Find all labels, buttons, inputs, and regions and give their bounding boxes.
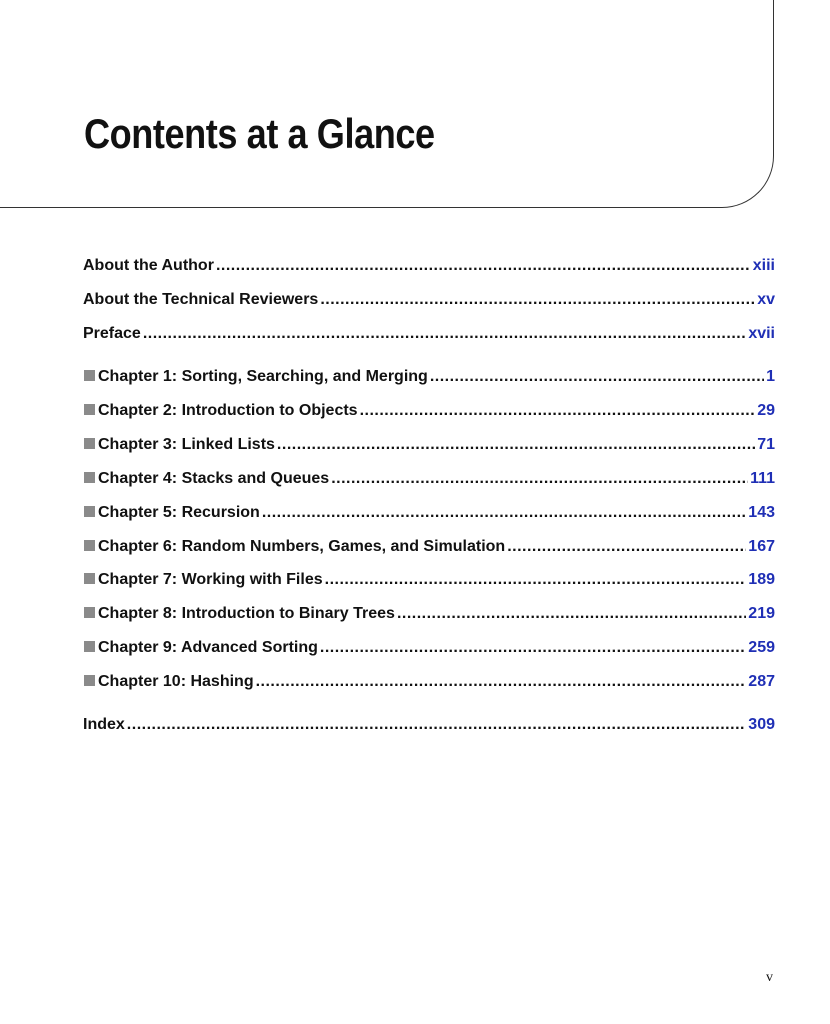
toc-entry-label: Chapter 3: Linked Lists [98, 436, 275, 453]
toc-entry-page[interactable]: 143 [748, 504, 775, 521]
toc-entry-label: Chapter 5: Recursion [98, 504, 260, 521]
dot-leader [507, 536, 746, 558]
toc-entry-chapter-7[interactable] [83, 569, 775, 591]
dot-leader [256, 671, 747, 693]
toc-entry-chapter-3[interactable] [83, 434, 775, 456]
toc-entry-label: Chapter 9: Advanced Sorting [98, 639, 318, 656]
toc-entry-label: About the Technical Reviewers [83, 291, 319, 308]
toc-entry-page[interactable]: 259 [748, 639, 775, 656]
chapter-marker-icon [84, 675, 95, 686]
toc-entry-page[interactable]: xvii [748, 325, 775, 342]
toc-entry-label: Chapter 4: Stacks and Queues [98, 470, 330, 487]
chapter-marker-icon [84, 573, 95, 584]
toc-entry-page[interactable]: 167 [748, 538, 775, 555]
toc-entry-chapter-4[interactable] [83, 468, 775, 490]
chapter-marker-icon [84, 607, 95, 618]
toc-entry-page[interactable]: 71 [757, 436, 775, 453]
toc-entry-label: Chapter 2: Introduction to Objects [98, 402, 358, 419]
dot-leader [127, 714, 747, 736]
dot-leader [331, 468, 748, 490]
page-title: Contents at a Glance [84, 110, 435, 157]
toc-entry-label: Chapter 8: Introduction to Binary Trees [98, 605, 395, 622]
chapter-marker-icon [84, 438, 95, 449]
page-folio: v [766, 970, 773, 985]
dot-leader [262, 502, 746, 524]
chapter-marker-icon [84, 404, 95, 415]
table-of-contents [83, 0, 775, 1024]
toc-entry-label: Index [83, 716, 125, 733]
dot-leader [216, 255, 751, 277]
chapter-marker-icon [84, 506, 95, 517]
dot-leader [430, 366, 764, 388]
dot-leader [397, 603, 746, 625]
toc-entry-label: Chapter 6: Random Numbers, Games, and Simulation [98, 538, 506, 555]
toc-entry-page[interactable]: 189 [748, 571, 775, 588]
dot-leader [277, 434, 755, 456]
toc-entry-chapter-5[interactable] [83, 502, 775, 524]
toc-entry-label: About the Author [83, 257, 214, 274]
toc-entry-page[interactable]: 111 [750, 470, 775, 487]
dot-leader [143, 323, 746, 345]
dot-leader [320, 289, 755, 311]
toc-entry-chapter-10[interactable] [83, 671, 775, 693]
toc-entry-chapter-2[interactable] [83, 400, 775, 422]
toc-entry-page[interactable]: 1 [766, 368, 775, 385]
chapter-marker-icon [84, 641, 95, 652]
toc-entry-index[interactable] [83, 714, 775, 736]
toc-entry-page[interactable]: 219 [748, 605, 775, 622]
chapter-marker-icon [84, 370, 95, 381]
dot-leader [325, 569, 747, 591]
toc-entry-page[interactable]: xv [757, 291, 775, 308]
toc-entry-preface[interactable] [83, 323, 775, 345]
toc-entry-chapter-9[interactable] [83, 637, 775, 659]
toc-entry-about-reviewers[interactable] [83, 289, 775, 311]
chapter-marker-icon [84, 540, 95, 551]
toc-entry-label: Preface [83, 325, 141, 342]
toc-entry-label: Chapter 7: Working with Files [98, 571, 323, 588]
toc-entry-chapter-6[interactable] [83, 536, 775, 558]
toc-entry-label: Chapter 10: Hashing [98, 673, 254, 690]
toc-entry-page[interactable]: 29 [757, 402, 775, 419]
toc-entry-chapter-8[interactable] [83, 603, 775, 625]
toc-entry-about-author[interactable] [83, 255, 775, 277]
toc-entry-page[interactable]: 309 [748, 716, 775, 733]
toc-entry-chapter-1[interactable] [83, 366, 775, 388]
dot-leader [320, 637, 746, 659]
toc-entry-page[interactable]: xiii [752, 257, 775, 274]
chapter-marker-icon [84, 472, 95, 483]
dot-leader [360, 400, 756, 422]
toc-entry-page[interactable]: 287 [748, 673, 775, 690]
toc-entry-label: Chapter 1: Sorting, Searching, and Merging [98, 368, 428, 385]
